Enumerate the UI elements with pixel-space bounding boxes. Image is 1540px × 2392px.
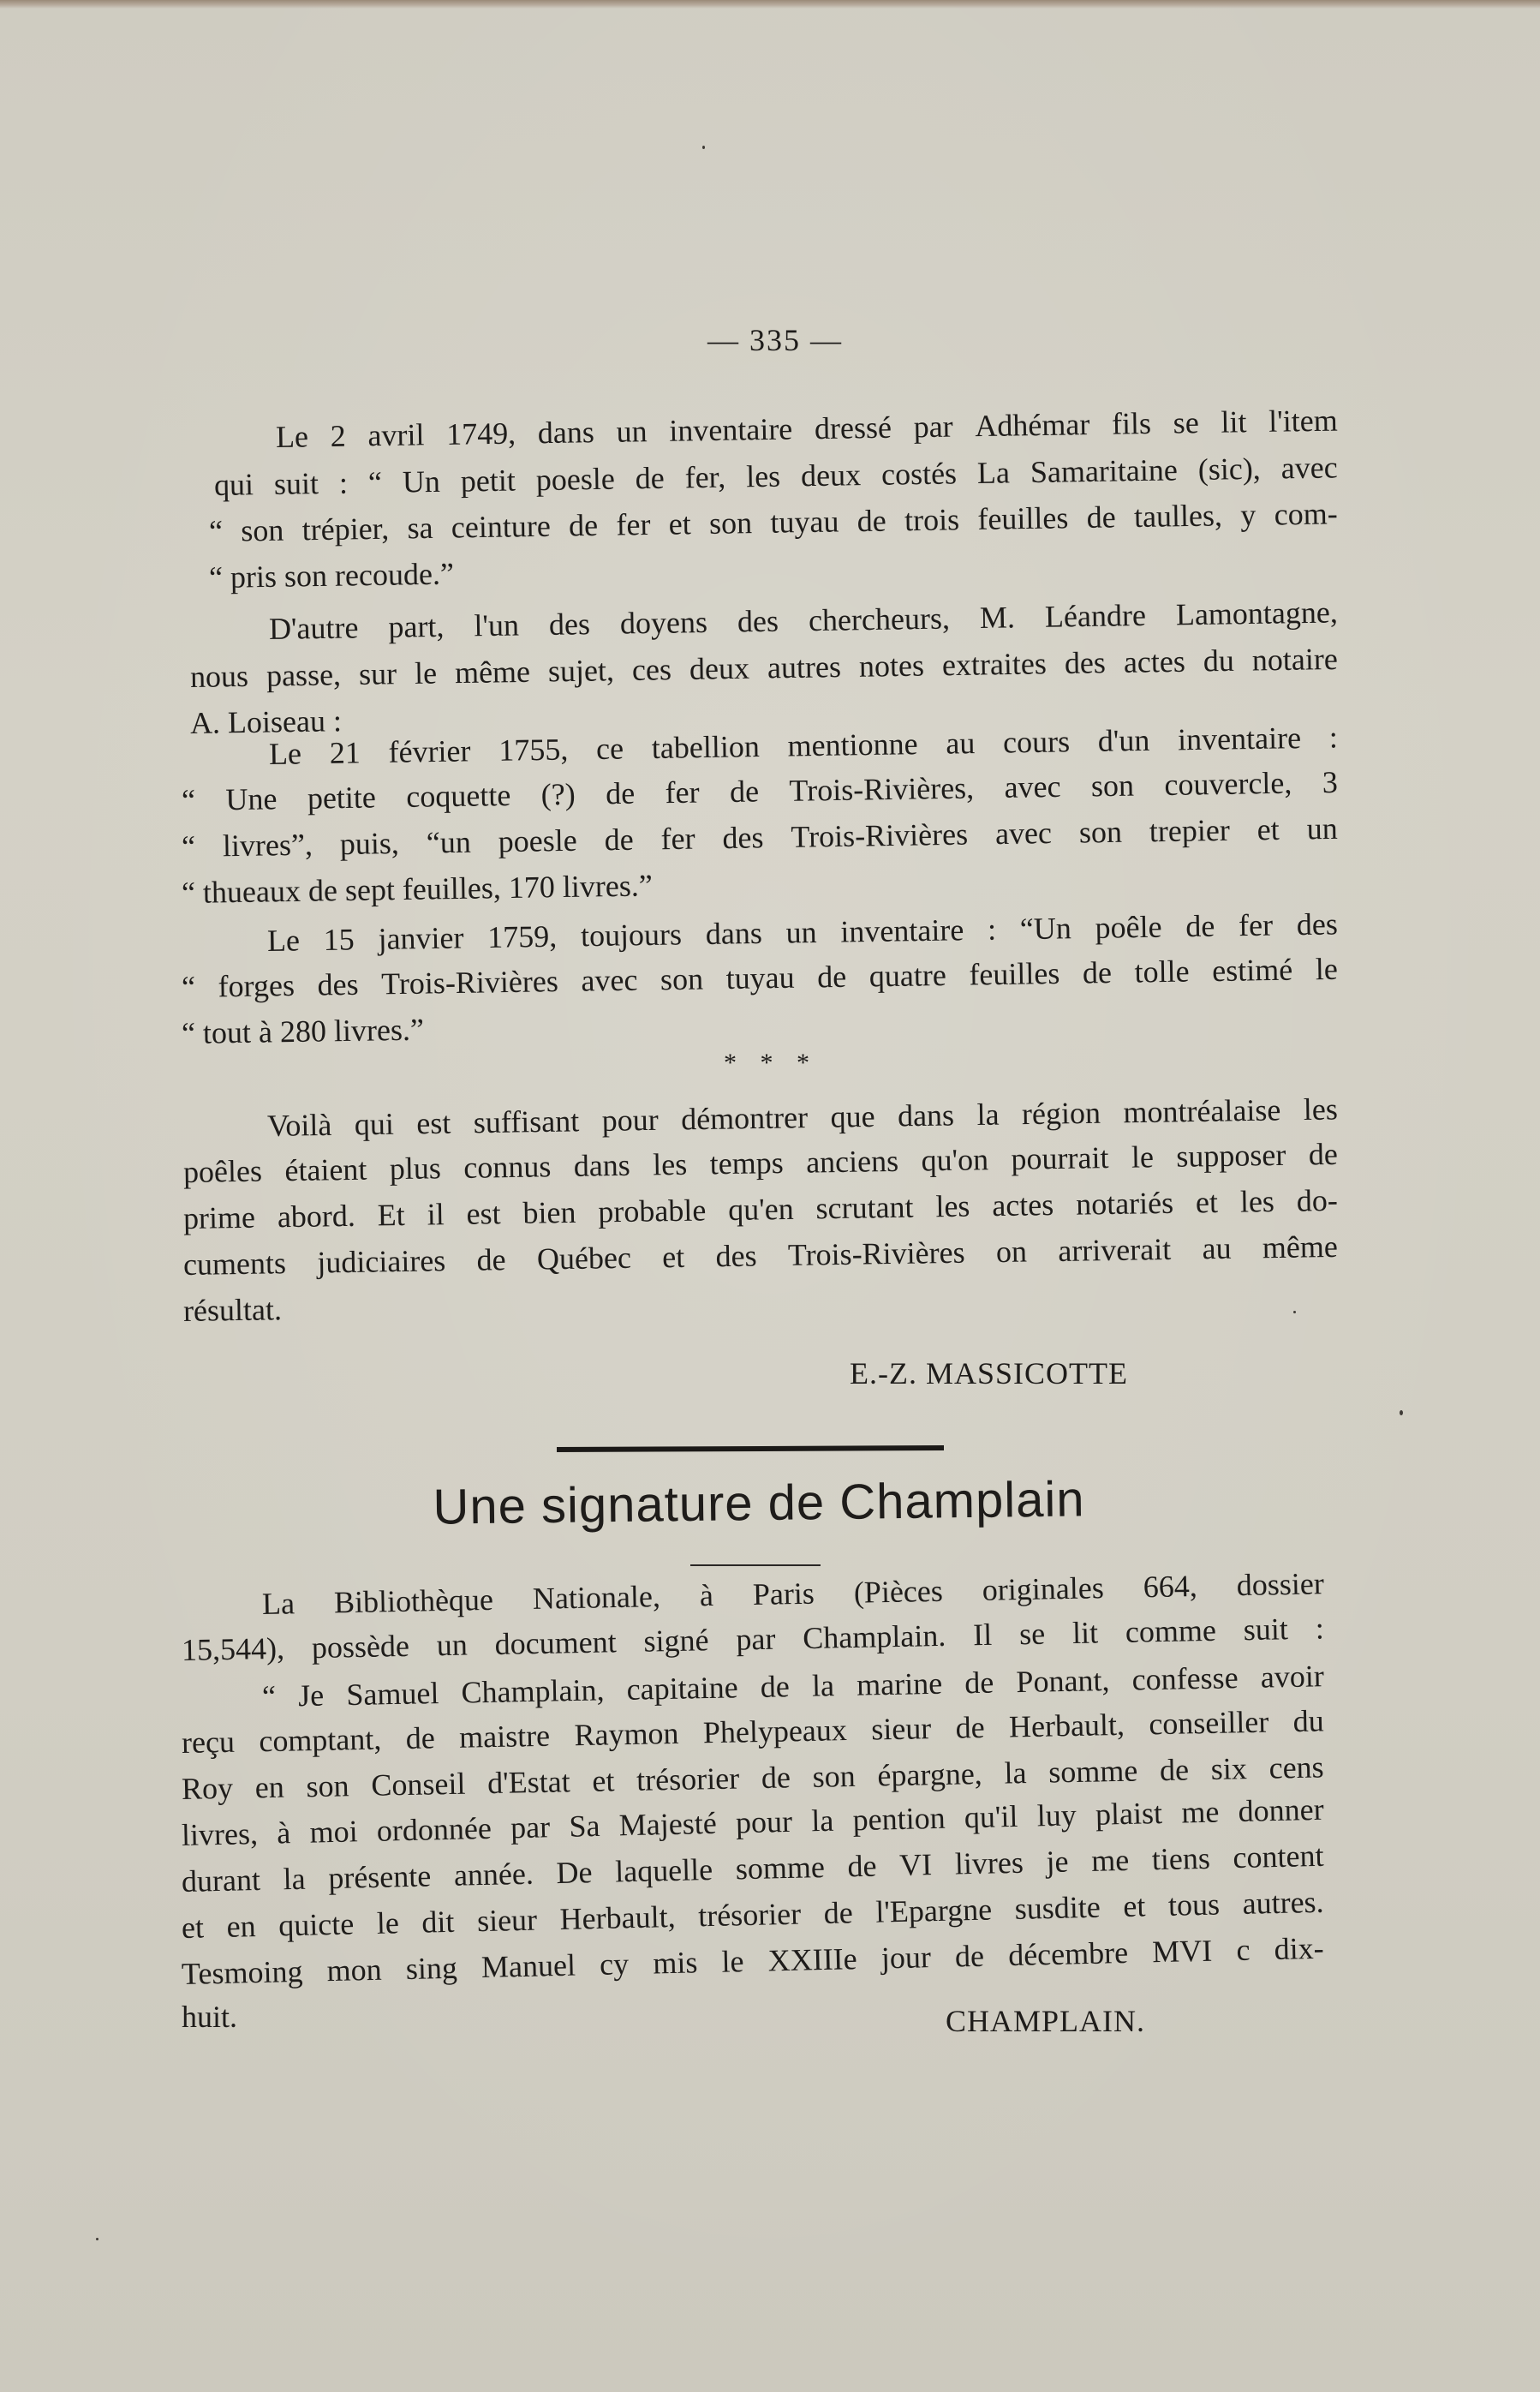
text-line: livres, à moi ordonnée par Sa Majesté pour la pention qu'il luy plaist me donner [181,1791,1325,1852]
text-line: prime abord. Et il est bien probable qu'en scrutant les actes notariés et les do- [182,1182,1339,1235]
text-line: “ Je Samuel Champlain, capitaine de la marine de Ponant, confesse avoir [261,1659,1325,1713]
text-line: et en quicte le dit sieur Herbault, trésorier de l'Epargne susdite et tous autres. [181,1884,1325,1945]
paper-speck [1400,1410,1403,1415]
page-number: — 335 — [707,323,843,357]
text-line: reçu comptant, de maistre Raymon Phelypeaux sieur de Herbault, conseiller du [181,1703,1325,1760]
text-line: poêles étaient plus connus dans les temps anciens qu'on pourrait le supposer de [182,1136,1339,1189]
text-line: Roy en son Conseil d'Estat et trésorier de son épargne, la somme de six cens [181,1749,1324,1806]
text-line: durant la présente année. De laquelle somme de VI livres je me tiens content [181,1838,1324,1899]
text-line: “ thueaux de sept feuilles, 170 livres.” [181,868,654,910]
text-line: “ tout à 280 livres.” [181,1012,425,1050]
text-line: D'autre part, l'un des doyens des chercheurs, M. Léandre Lamontagne, [268,595,1339,646]
text-line: “ son trépier, sa ceinture de fer et son tuyau de trois feuilles de taulles, y com- [208,496,1338,548]
text-line: Tesmoing mon sing Manuel cy mis le XXIIIe jour de décembre MVI c dix- [181,1930,1325,1991]
section-divider [557,1445,944,1452]
champlain-signature: CHAMPLAIN. [946,2004,1146,2038]
paper-speck [702,146,705,149]
text-line: Le 2 avril 1749, dans un inventaire dressé par Adhémar fils se lit l'item [275,403,1339,454]
text-line: cuments judiciaires de Québec et des Trois-Rivières on arriverait au même [182,1229,1339,1282]
text-line: Le 21 février 1755, ce tabellion mentionne au cours d'un inventaire : [268,720,1339,771]
text-line: “ Une petite coquette (?) de fer de Trois-Rivières, avec son couvercle, 3 [181,764,1339,817]
text-line: Voilà qui est suffisant pour démontrer que dans la région montréalaise les [266,1091,1339,1143]
text-line: La Bibliothèque Nationale, à Paris (Pièces originales 664, dossier [261,1566,1325,1621]
title-underline [690,1564,821,1566]
paper-speck [96,2238,98,2240]
section-separator: * * * [724,1049,818,1077]
text-line: “ forges des Trois-Rivières avec son tuyau de quatre feuilles de tolle estimé le [181,951,1339,1004]
text-line: 15,544), possède un document signé par Champlain. Il se lit comme suit : [181,1611,1325,1667]
author-signature: E.-Z. MASSICOTTE [850,1356,1128,1390]
section-title: Une signature de Champlain [433,1471,1085,1535]
text-line: nous passe, sur le même sujet, ces deux autres notes extraites des actes du notaire [189,641,1339,694]
paper-speck [1293,1311,1296,1313]
text-line: qui suit : “ Un petit poesle de fer, les deux costés La Samaritaine (sic), avec [213,450,1338,502]
text-line: Le 15 janvier 1759, toujours dans un inventaire : “Un poêle de fer des [266,906,1339,958]
text-line: A. Loiseau : [189,703,343,740]
text-line: “ livres”, puis, “un poesle de fer des Trois-Rivières avec son trepier et un [181,810,1338,864]
text-line: résultat. [182,1292,283,1328]
text-line: huit. [182,2000,238,2034]
text-line: “ pris son recoude.” [208,556,455,595]
